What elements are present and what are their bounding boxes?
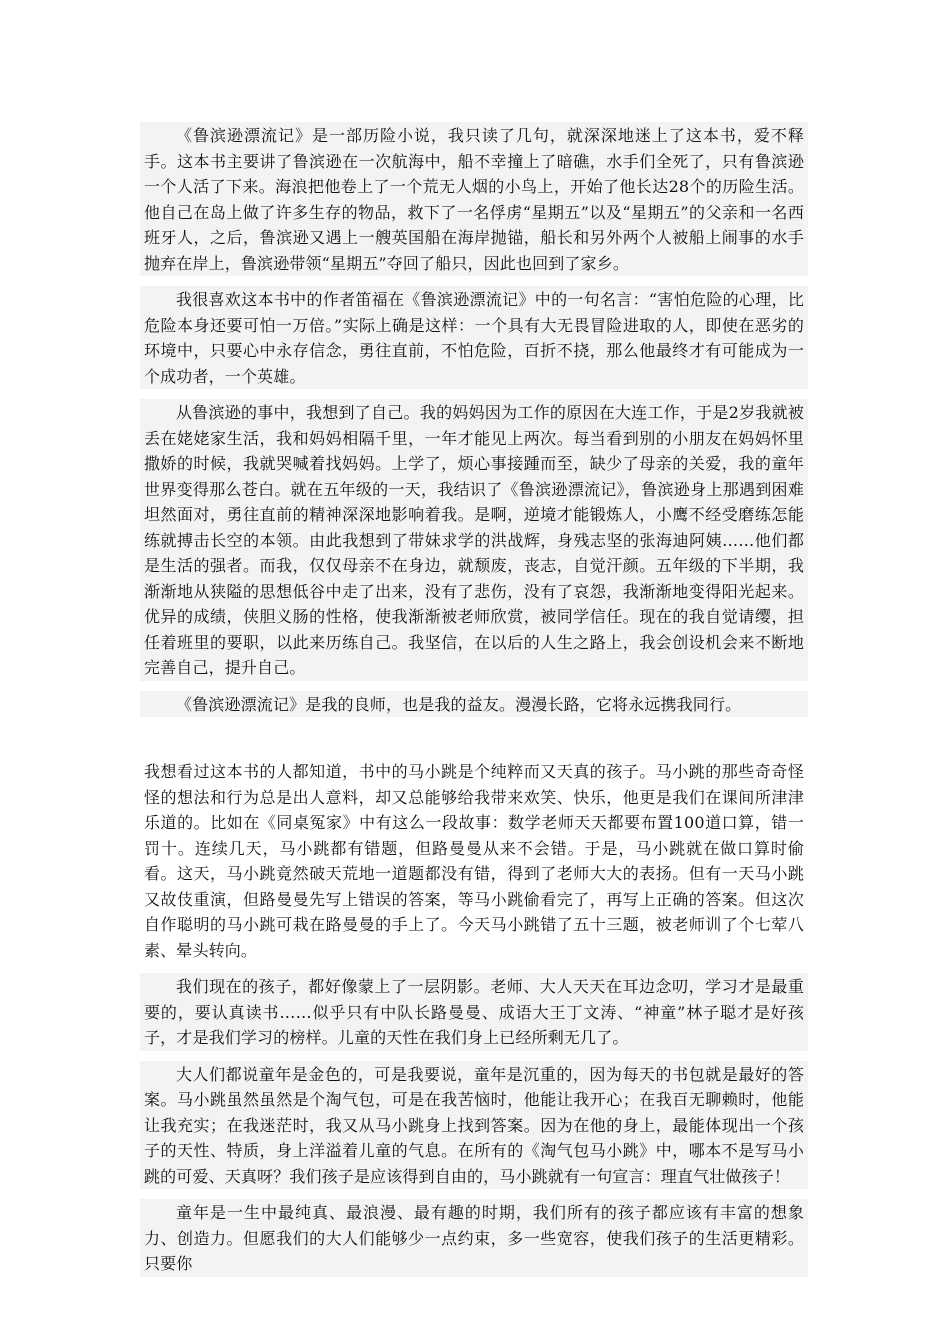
paragraph-8: 童年是一生中最纯真、最浪漫、最有趣的时期，我们所有的孩子都应该有丰富的想象力、创造力。但愿我们的大人们能够少一点约束，多一些宽容，使我们孩子的生活更精彩。只要你 bbox=[140, 1199, 808, 1277]
essay-ma-xiaotiao bbox=[140, 758, 808, 1277]
paragraph-6: 我们现在的孩子，都好像蒙上了一层阴影。老师、大人天天在耳边念叨，学习才是最重要的，要认真读书……似乎只有中队长路曼曼、成语大王丁文涛、“神童”林子聪才是好孩子，才是我们学习的榜样。儿童的天性在我们身上已经所剩无几了。 bbox=[140, 973, 808, 1051]
paragraph-3: 从鲁滨逊的事中，我想到了自己。我的妈妈因为工作的原因在大连工作，于是2岁我就被丢在姥姥家生活，我和妈妈相隔千里，一年才能见上两次。每当看到别的小朋友在妈妈怀里撒娇的时候，我就哭喊着找妈妈。上学了，烦心事接踵而至，缺少了母亲的关爱，我的童年世界变得那么苍白。就在五年级的一天，我结识了《鲁滨逊漂流记》，鲁滨逊身上那遇到困难坦然面对，勇往直前的精神深深地影响着我。是啊，逆境才能锻炼人，小鹰不经受磨练怎能练就搏击长空的本领。由此我想到了带妹求学的洪战辉，身残志坚的张海迪阿姨……他们都是生活的强者。而我，仅仅母亲不在身边，就颓废，丧志，自觉汗颜。五年级的下半期，我渐渐地从狭隘的思想低谷中走了出来，没有了悲伤，没有了哀怨，我渐渐地变得阳光起来。优异的成绩，侠胆义肠的性格，使我渐渐被老师欣赏，被同学信任。现在的我自觉请缨，担任着班里的要职，以此来历练自己。我坚信，在以后的人生之路上，我会创设机会来不断地完善自己，提升自己。 bbox=[140, 399, 808, 681]
paragraph-2: 我很喜欢这本书中的作者笛福在《鲁滨逊漂流记》中的一句名言：“害怕危险的心理，比危险本身还要可怕一万倍。”实际上确是这样：一个具有大无畏冒险进取的人，即使在恶劣的环境中，只要心中永存信念，勇往直前，不怕危险，百折不挠，那么他最终才有可能成为一个成功者，一个英雄。 bbox=[140, 286, 808, 389]
paragraph-1: 《鲁滨逊漂流记》是一部历险小说，我只读了几句，就深深地迷上了这本书，爱不释手。这本书主要讲了鲁滨逊在一次航海中，船不幸撞上了暗礁，水手们全死了，只有鲁滨逊一个人活了下来。海浪把他卷上了一个荒无人烟的小鸟上，开始了他长达28个的历险生活。他自己在岛上做了许多生存的物品，救下了一名俘虏“星期五”以及“星期五”的父亲和一名西班牙人，之后，鲁滨逊又遇上一艘英国船在海岸抛锚，船长和另外两个人被船上闹事的水手抛弃在岸上，鲁滨逊带领“星期五”夺回了船只，因此也回到了家乡。 bbox=[140, 122, 808, 276]
paragraph-4: 《鲁滨逊漂流记》是我的良师，也是我的益友。漫漫长路，它将永远携我同行。 bbox=[140, 691, 808, 718]
paragraph-5: 我想看过这本书的人都知道，书中的马小跳是个纯粹而又天真的孩子。马小跳的那些奇奇怪怪的想法和行为总是出人意料，却又总能够给我带来欢笑、快乐，他更是我们在课间所津津乐道的。比如在《同桌冤家》中有这么一段故事：数学老师天天都要布置100道口算，错一罚十。连续几天，马小跳都有错题，但路曼曼从来不会错。于是，马小跳就在做口算时偷看。这天，马小跳竟然破天荒地一道题都没有错，得到了老师大大的表扬。但有一天马小跳又故伎重演，但路曼曼先写上错误的答案，等马小跳偷看完了，再写上正确的答案。但这次自作聪明的马小跳可栽在路曼曼的手上了。今天马小跳错了五十三题，被老师训了个七荤八素、晕头转向。 bbox=[144, 762, 804, 960]
paragraph-7: 大人们都说童年是金色的，可是我要说，童年是沉重的，因为每天的书包就是最好的答案。马小跳虽然虽然是个淘气包，可是在我苦恼时，他能让我开心；在我百无聊赖时，他能让我充实；在我迷茫时，我又从马小跳身上找到答案。因为在他的身上，最能体现出一个孩子的天性、特质，身上洋溢着儿童的气息。在所有的《淘气包马小跳》中，哪本不是写马小跳的可爱、天真呀？我们孩子是应该得到自由的，马小跳就有一句宣言：理直气壮做孩子！ bbox=[140, 1061, 808, 1190]
essay-robinson-crusoe bbox=[140, 122, 808, 717]
